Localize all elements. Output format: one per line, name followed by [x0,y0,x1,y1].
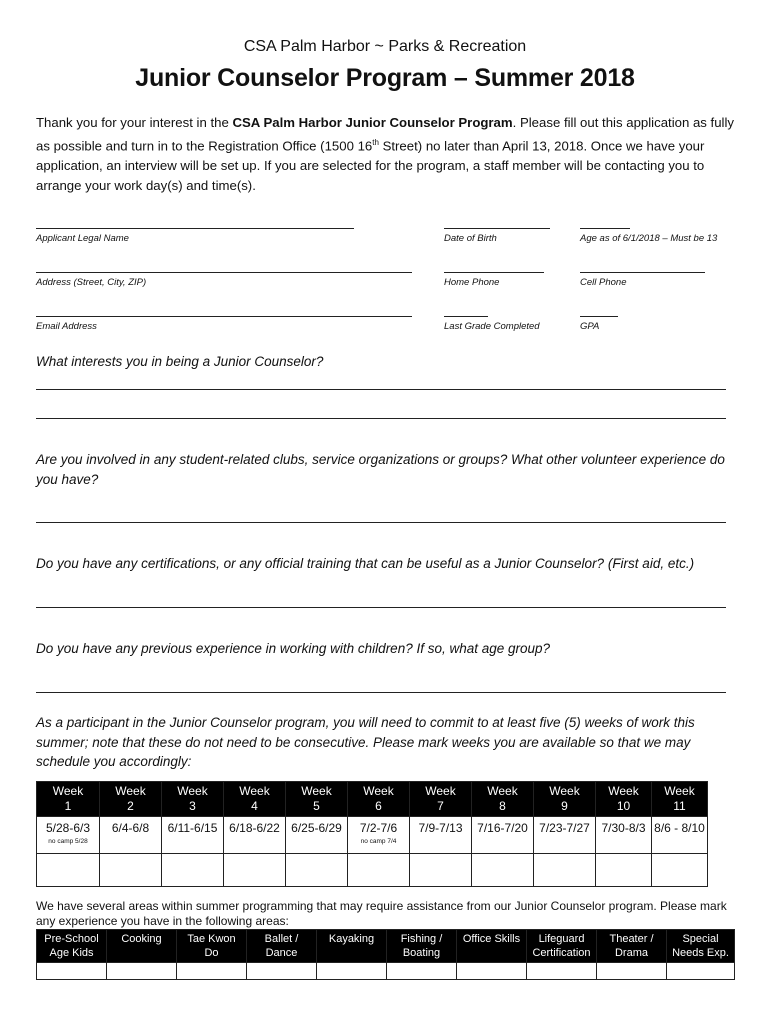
intro-text-3: Street) no later than April 13, 2018. Once we have your application, an interview will be set up. If you are selected for the program, a staff member will be contacting you to arrange your work day(s) and time(s). [36,138,705,194]
area-header: Pre-School Age Kids [37,930,107,963]
week-availability-cell[interactable] [100,854,162,887]
week-availability-cell[interactable] [162,854,224,887]
gpa-label: GPA [580,321,600,332]
address-field[interactable] [36,272,412,273]
area-header: Fishing / Boating [387,930,457,963]
area-header: Theater / Drama [597,930,667,963]
week-availability-cell[interactable] [652,854,708,887]
area-checkbox-cell[interactable] [527,963,597,980]
week-header: Week 2 [100,782,162,817]
week-header: Week 11 [652,782,708,817]
intro-superscript: th [372,138,379,147]
week-dates: 6/25-6/29 [286,817,348,854]
last-grade-field[interactable] [444,316,488,317]
area-checkbox-cell[interactable] [177,963,247,980]
weeks-dates-row [37,817,708,854]
week-availability-cell[interactable] [224,854,286,887]
week-availability-cell[interactable] [410,854,472,887]
home-phone-label: Home Phone [444,277,500,288]
question-interest: What interests you in being a Junior Counselor? [36,354,324,369]
age-label: Age as of 6/1/2018 – Must be 13 [580,233,718,244]
week-dates: 7/23-7/27 [534,817,596,854]
question-experience: Do you have any previous experience in working with children? If so, what age group? [36,641,551,656]
applicant-name-field[interactable] [36,228,354,229]
area-checkbox-cell[interactable] [107,963,177,980]
area-header: Special Needs Exp. [667,930,735,963]
program-name: CSA Palm Harbor Junior Counselor Program [232,115,513,130]
week-availability-cell[interactable] [534,854,596,887]
answer-line-interest-1[interactable] [36,389,726,390]
week-dates: 6/11-6/15 [162,817,224,854]
question-clubs: Are you involved in any student-related clubs, service organizations or groups? What other volunteer experience do you have? [36,452,725,487]
week-dates: 8/6 - 8/10 [652,817,708,854]
area-checkbox-cell[interactable] [247,963,317,980]
area-header: Cooking [107,930,177,963]
week-header: Week 7 [410,782,472,817]
week-header: Week 10 [596,782,652,817]
area-header: Kayaking [317,930,387,963]
week-availability-cell[interactable] [472,854,534,887]
week-header: Week 9 [534,782,596,817]
week-note: no camp 5/28 [48,838,88,845]
week-availability-cell[interactable] [596,854,652,887]
week-dates: 6/4-6/8 [100,817,162,854]
intro-text-1: Thank you for your interest in the [36,115,233,130]
week-dates: 7/30-8/3 [596,817,652,854]
week-dates: 7/9-7/13 [410,817,472,854]
intro-paragraph [36,113,736,196]
weeks-table [36,781,708,887]
organization-name: CSA Palm Harbor ~ Parks & Recreation [243,38,527,55]
week-dates: 7/16-7/20 [472,817,534,854]
areas-table [36,929,735,980]
week-availability-cell[interactable] [37,854,100,887]
applicant-name-label: Applicant Legal Name [36,233,129,244]
areas-header-row [37,930,735,963]
cell-phone-field[interactable] [580,272,705,273]
area-header: Lifeguard Certification [527,930,597,963]
age-field[interactable] [580,228,630,229]
area-checkbox-cell[interactable] [597,963,667,980]
address-label: Address (Street, City, ZIP) [36,277,147,288]
weeks-header-row [37,782,708,817]
last-grade-label: Last Grade Completed [444,321,540,332]
area-checkbox-cell[interactable] [37,963,107,980]
question-certifications: Do you have any certifications, or any official training that can be useful as a Junior Counselor? (First aid, etc.) [36,556,695,571]
week-availability-cell[interactable] [348,854,410,887]
week-header: Week 5 [286,782,348,817]
home-phone-field[interactable] [444,272,544,273]
area-header: Ballet / Dance [247,930,317,963]
dob-label: Date of Birth [444,233,497,244]
answer-line-experience[interactable] [36,692,726,693]
page-title: Junior Counselor Program – Summer 2018 [135,64,635,92]
intro-text-2: . Please fill out this application as fully as possible and turn in to the Registration Office (1500 16 [36,115,734,154]
week-header: Week 6 [348,782,410,817]
area-header: Office Skills [457,930,527,963]
week-header: Week 1 [37,782,100,817]
area-checkbox-cell[interactable] [317,963,387,980]
answer-line-clubs[interactable] [36,522,726,523]
area-header: Tae Kwon Do [177,930,247,963]
area-checkbox-cell[interactable] [457,963,527,980]
email-label: Email Address [36,321,97,332]
week-dates: 5/28-6/3 no camp 5/28 [37,817,100,854]
week-availability-cell[interactable] [286,854,348,887]
area-checkbox-cell[interactable] [667,963,735,980]
weeks-availability-row [37,854,708,887]
week-dates: 6/18-6/22 [224,817,286,854]
week-header: Week 4 [224,782,286,817]
cell-phone-label: Cell Phone [580,277,627,288]
question-weeks: As a participant in the Junior Counselor program, you will need to commit to at least five (5) weeks of work this summer; note that these do not need to be consecutive. Please mark weeks you are available so that we may schedule you accordingly: [36,715,695,769]
gpa-field[interactable] [580,316,618,317]
week-header: Week 3 [162,782,224,817]
answer-line-interest-2[interactable] [36,418,726,419]
email-field[interactable] [36,316,412,317]
area-checkbox-cell[interactable] [387,963,457,980]
week-dates: 7/2-7/6 no camp 7/4 [348,817,410,854]
week-header: Week 8 [472,782,534,817]
areas-intro: We have several areas within summer programming that may require assistance from our Junior Counselor program. Please mark any experience you have in the following areas: [36,899,727,928]
areas-checkbox-row [37,963,735,980]
week-note: no camp 7/4 [360,838,397,845]
answer-line-certifications[interactable] [36,607,726,608]
dob-field[interactable] [444,228,550,229]
